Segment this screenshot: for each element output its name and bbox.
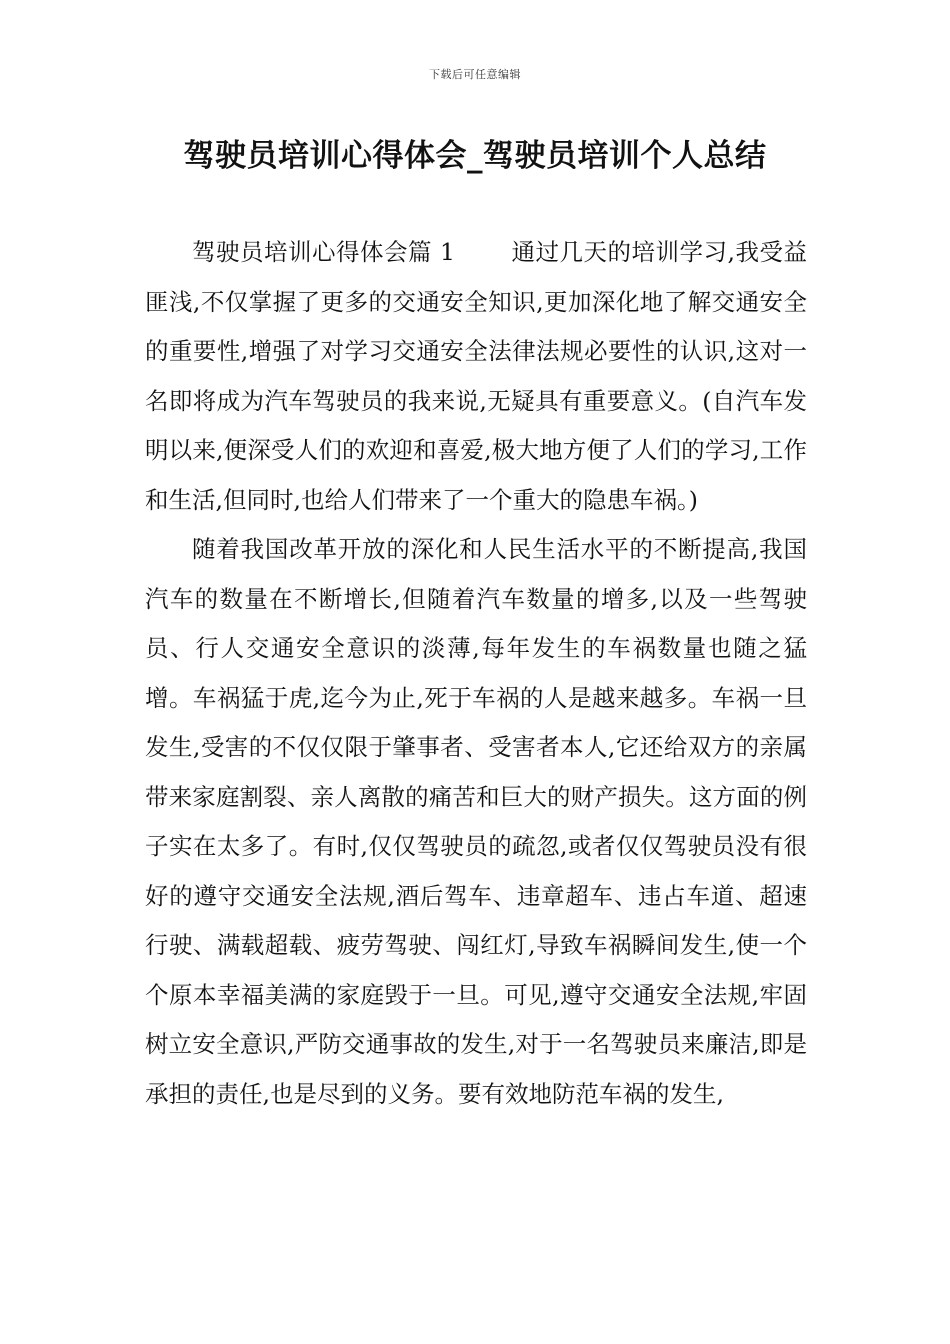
document-body <box>145 228 807 1119</box>
paragraph-text: 通过几天的培训学习,我受益匪浅,不仅掌握了更多的交通安全知识,更加深化地了解交通安全的重要性,增强了对学习交通安全法律法规必要性的认识,这对一名即将成为汽车驾驶员的我来说,无疑具有重要意义。(自汽车发明以来,便深受人们的欢迎和喜爱,极大地方便了人们的学习,工作和生活,但同时,也给人们带来了一个重大的隐患车祸。) <box>145 238 807 514</box>
page-header-note: 下载后可任意编辑 <box>429 68 521 81</box>
paragraph <box>145 228 807 525</box>
document-title: 驾驶员培训心得体会_驾驶员培训个人总结 <box>183 138 767 174</box>
paragraph: 随着我国改革开放的深化和人民生活水平的不断提高,我国汽车的数量在不断增长,但随着汽车数量的增多,以及一些驾驶员、行人交通安全意识的淡薄,每年发生的车祸数量也随之猛增。车祸猛于虎,迄今为止,死于车祸的人是越来越多。车祸一旦发生,受害的不仅仅限于肇事者、受害者本人,它还给双方的亲属带来家庭割裂、亲人离散的痛苦和巨大的财产损失。这方面的例子实在太多了。有时,仅仅驾驶员的疏忽,或者仅仅驾驶员没有很好的遵守交通安全法规,酒后驾车、违章超车、违占车道、超速行驶、满载超载、疲劳驾驶、闯红灯,导致车祸瞬间发生,使一个个原本幸福美满的家庭毁于一旦。可见,遵守交通安全法规,牢固树立安全意识,严防交通事故的发生,对于一名驾驶员来廉洁,即是承担的责任,也是尽到的义务。要有效地防范车祸的发生, <box>145 535 807 1108</box>
section-heading: 驾驶员培训心得体会篇 1 <box>192 238 455 266</box>
